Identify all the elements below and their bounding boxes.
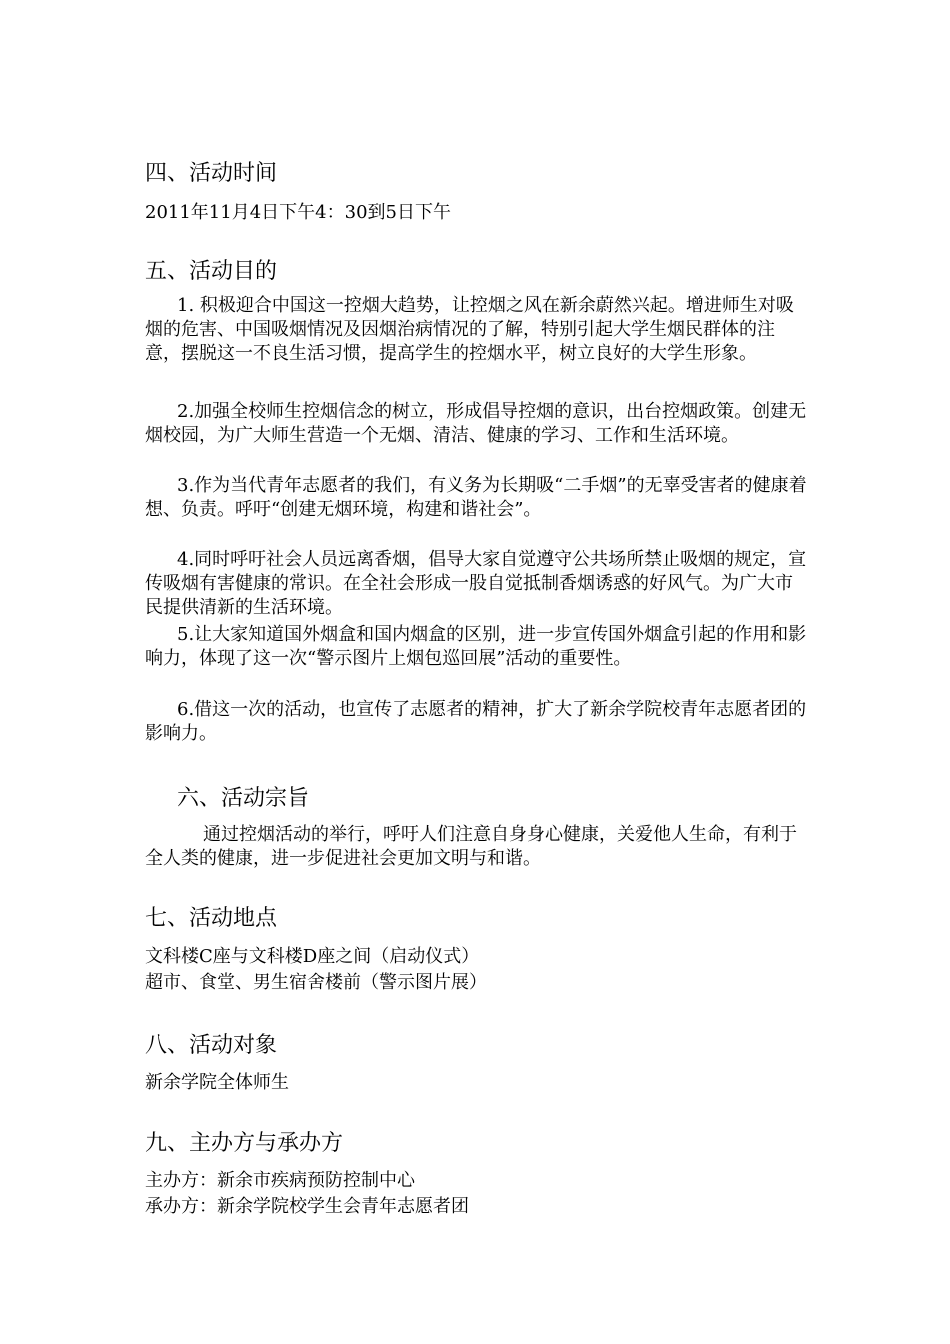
purpose-item-6: 6.借这一次的活动，也宣传了志愿者的精神，扩大了新余学院校青年志愿者团的影响力。 — [145, 699, 807, 744]
purpose-item-2: 2.加强全校师生控烟信念的树立，形成倡导控烟的意识，出台控烟政策。创建无烟校园，为广大师生营造一个无烟、清洁、健康的学习、工作和生活环境。 — [145, 401, 807, 446]
heading-organizers: 九、主办方与承办方 — [145, 1131, 344, 1156]
organizer-line-undertaker: 承办方：新余学院校学生会青年志愿者团 — [145, 1196, 469, 1217]
heading-activity-location: 七、活动地点 — [145, 906, 278, 931]
heading-activity-audience: 八、活动对象 — [145, 1033, 278, 1058]
purpose-item-5: 5.让大家知道国外烟盒和国内烟盒的区别，进一步宣传国外烟盒引起的作用和影响力，体现了这一次“警示图片上烟包巡回展”活动的重要性。 — [145, 624, 807, 669]
purpose-item-1: 1. 积极迎合中国这一控烟大趋势，让控烟之风在新余蔚然兴起。增进师生对吸烟的危害、中国吸烟情况及因烟治病情况的了解，特别引起大学生烟民群体的注意，摆脱这一不良生活习惯，提高学生的控烟水平，树立良好的大学生形象。 — [145, 295, 794, 364]
purpose-item-3: 3.作为当代青年志愿者的我们，有义务为长期吸“二手烟”的无辜受害者的健康着想、负责。呼吁“创建无烟环境，构建和谐社会”。 — [145, 475, 807, 520]
activity-time-text: 2011年11月4日下午4：30到5日下午 — [145, 202, 451, 223]
purpose-item-4: 4.同时呼吁社会人员远离香烟，倡导大家自觉遵守公共场所禁止吸烟的规定，宣传吸烟有害健康的常识。在全社会形成一股自觉抵制香烟诱惑的好风气。为广大市民提供清新的生活环境。 — [145, 549, 807, 618]
location-line-2: 超市、食堂、男生宿舍楼前（警示图片展） — [145, 972, 487, 993]
organizer-line-host: 主办方：新余市疾病预防控制中心 — [145, 1170, 415, 1191]
location-line-1: 文科楼C座与文科楼D座之间（启动仪式） — [145, 946, 480, 967]
heading-activity-tenet: 六、活动宗旨 — [177, 786, 310, 811]
heading-activity-time: 四、活动时间 — [145, 161, 278, 186]
audience-text: 新余学院全体师生 — [145, 1072, 289, 1093]
heading-activity-purpose: 五、活动目的 — [145, 259, 278, 284]
tenet-text: 通过控烟活动的举行，呼吁人们注意自身身心健康，关爱他人生命，有利于全人类的健康，进一步促进社会更加文明与和谐。 — [145, 824, 797, 869]
